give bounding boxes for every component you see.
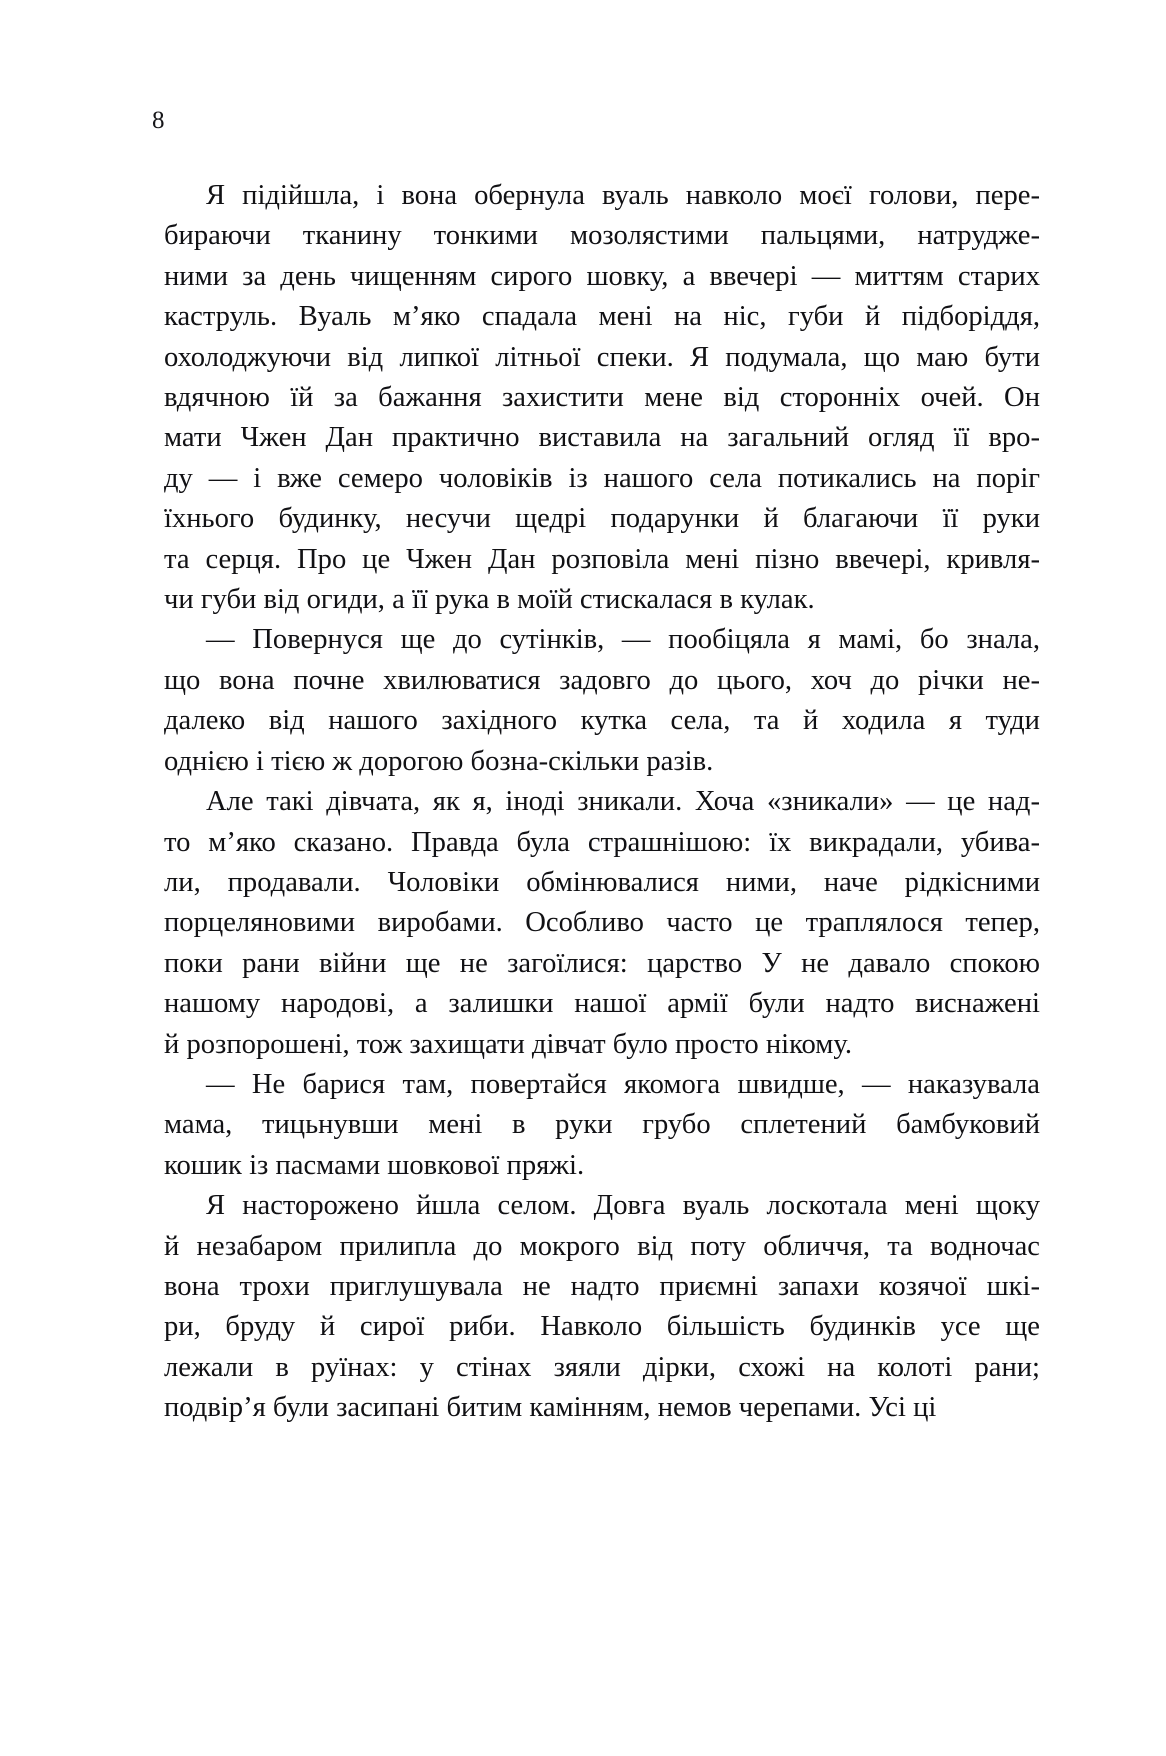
text-line: чи губи від огиди, а її рука в моїй стискалася в кулак. bbox=[164, 584, 815, 616]
paragraph bbox=[164, 1065, 1040, 1186]
text-line: вона трохи приглушувала не надто приємні запахи козячої шкі- bbox=[164, 1270, 1040, 1302]
text-line: Я підійшла, і вона обернула вуаль навколо моєї голови, пере- bbox=[206, 180, 1040, 211]
text-line: подвір’я були засипані битим камінням, немов черепами. Усі ці bbox=[164, 1392, 937, 1424]
text-line: охолоджуючи від липкої літньої спеки. Я подумала, що маю бути bbox=[164, 341, 1040, 373]
text-line: мати Чжен Дан практично виставила на загальний огляд її вро- bbox=[164, 422, 1040, 454]
text-line: що вона почне хвилюватися задовго до цього, хоч до річки не- bbox=[164, 664, 1040, 696]
paragraph bbox=[164, 176, 1040, 620]
body-text-block bbox=[164, 176, 1040, 1429]
text-line: поки рани війни ще не загоїлися: царство У не давало спокою bbox=[164, 947, 1040, 979]
text-line: їхнього будинку, несучи щедрі подарунки й благаючи її руки bbox=[164, 503, 1040, 535]
text-line: — Повернуся ще до сутінків, — пообіцяла я мамі, бо знала, bbox=[206, 624, 1040, 656]
text-line: то м’яко сказано. Правда була страшнішою: їх викрадали, убива- bbox=[164, 826, 1040, 858]
text-line: ли, продавали. Чоловіки обмінювалися ними, наче рідкісними bbox=[164, 866, 1040, 898]
text-line: каструль. Вуаль м’яко спадала мені на ніс, губи й підборіддя, bbox=[164, 301, 1040, 333]
text-line: ри, бруду й сирої риби. Навколо більшість будинків усе ще bbox=[164, 1311, 1040, 1343]
text-line: кошик із пасмами шовкової пряжі. bbox=[164, 1149, 585, 1181]
paragraph bbox=[164, 620, 1040, 782]
text-line: вдячною їй за бажання захистити мене від сторонніх очей. Он bbox=[164, 382, 1040, 414]
text-line: й розпорошені, тож захищати дівчат було просто нікому. bbox=[164, 1028, 852, 1060]
text-line: мама, тицьнувши мені в руки грубо сплетений бамбуковий bbox=[164, 1109, 1040, 1141]
text-line: ду — і вже семеро чоловіків із нашого села потикались на поріг bbox=[164, 462, 1040, 494]
paragraph bbox=[164, 1186, 1040, 1428]
text-line: далеко від нашого західного кутка села, та й ходила я туди bbox=[164, 705, 1040, 737]
page-number: 8 bbox=[152, 107, 165, 134]
text-line: й незабаром прилипла до мокрого від поту обличчя, та водночас bbox=[164, 1230, 1040, 1262]
text-line: Але такі дівчата, як я, іноді зникали. Хоча «зникали» — це над- bbox=[206, 786, 1040, 818]
text-line: та серця. Про це Чжен Дан розповіла мені пізно ввечері, кривля- bbox=[164, 543, 1040, 575]
paragraph bbox=[164, 782, 1040, 1065]
text-line: бираючи тканину тонкими мозолястими пальцями, натрудже- bbox=[164, 220, 1040, 252]
text-line: лежали в руїнах: у стінах зяяли дірки, схожі на колоті рани; bbox=[164, 1351, 1040, 1383]
text-line: Я насторожено йшла селом. Довга вуаль лоскотала мені щоку bbox=[206, 1190, 1040, 1222]
text-line: нашому народові, а залишки нашої армії були надто виснажені bbox=[164, 988, 1040, 1020]
text-line: порцеляновими виробами. Особливо часто це траплялося тепер, bbox=[164, 907, 1040, 939]
text-line: однією і тією ж дорогою бозна-скільки разів. bbox=[164, 745, 714, 777]
text-line: — Не барися там, повертайся якомога швидше, — наказувала bbox=[206, 1068, 1040, 1100]
text-line: ними за день чищенням сирого шовку, а ввечері — миттям старих bbox=[164, 260, 1041, 292]
